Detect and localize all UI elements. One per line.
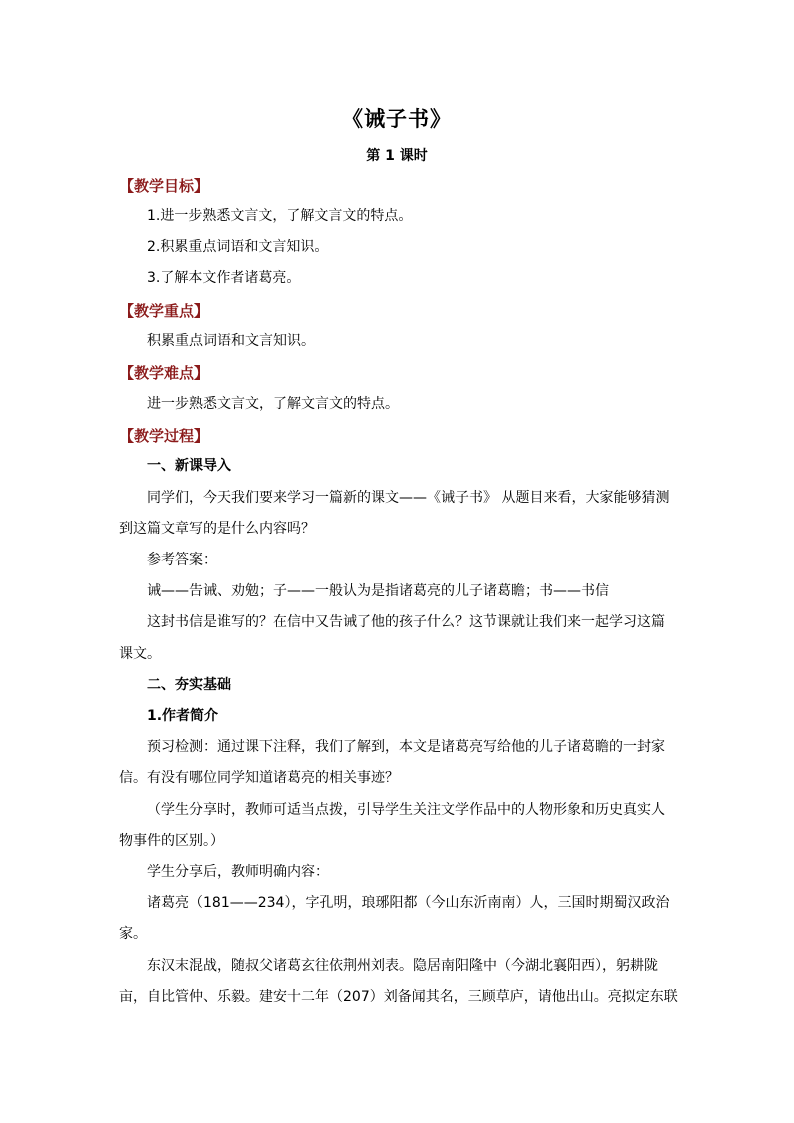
goal-item-3: 3.了解本文作者诸葛亮。 (147, 270, 301, 286)
goal-item-1: 1.进一步熟悉文言文，了解文言文的特点。 (147, 208, 413, 224)
intro-paragraph-line2: 到这篇文章写的是什么内容吗？ (119, 521, 315, 537)
document-title: 《诫子书》 (342, 107, 452, 131)
author-bio-line2: 家。 (119, 926, 147, 942)
question-paragraph-line2: 课文。 (119, 646, 161, 662)
question-paragraph-line1: 这封书信是谁写的？在信中又告诫了他的孩子什么？这节课就让我们来一起学习这篇 (147, 614, 665, 630)
section-head-process: 【教学过程】 (119, 427, 210, 445)
intro-paragraph-line1: 同学们，今天我们要来学习一篇新的课文——《诫子书》 从题目来看，大家能够猜测 (147, 490, 670, 506)
preview-paragraph-line2: 信。有没有哪位同学知道诸葛亮的相关事迹？ (119, 770, 399, 786)
clarify-paragraph: 学生分享后，教师明确内容： (147, 864, 329, 880)
author-bio-line1: 诸葛亮（181——234），字孔明，琅琊阳都（今山东沂南南）人，三国时期蜀汉政治 (147, 895, 670, 911)
goal-item-2: 2.积累重点词语和文言知识。 (147, 239, 329, 255)
teacher-note-line1: （学生分享时，教师可适当点拨，引导学生关注文学作品中的人物形象和历史真实人 (147, 802, 665, 818)
section-head-difficulty: 【教学难点】 (119, 364, 210, 382)
difficulty-point: 进一步熟悉文言文，了解文言文的特点。 (147, 396, 399, 412)
section-head-key: 【教学重点】 (119, 302, 210, 320)
lesson-subtitle: 第 1 课时 (366, 148, 428, 164)
history-paragraph-line1: 东汉末混战，随叔父诸葛玄往依荆州刘表。隐居南阳隆中（今湖北襄阳西），躬耕陇 (147, 958, 658, 974)
history-paragraph-line2: 亩，自比管仲、乐毅。建安十二年（207）刘备闻其名，三顾草庐，请他出山。亮拟定东联 (119, 989, 678, 1005)
part1-heading: 一、新课导入 (147, 458, 231, 474)
teacher-note-line2: 物事件的区别。） (119, 833, 224, 849)
reference-label: 参考答案： (147, 552, 217, 568)
part2-heading: 二、夯实基础 (147, 677, 231, 693)
section-head-goals: 【教学目标】 (119, 177, 210, 195)
reference-answer: 诫——告诫、劝勉；子——一般认为是指诸葛亮的儿子诸葛瞻；书——书信 (147, 583, 609, 599)
author-intro-heading: 1.作者简介 (147, 708, 219, 724)
preview-paragraph-line1: 预习检测：通过课下注释，我们了解到，本文是诸葛亮写给他的儿子诸葛瞻的一封家 (147, 739, 665, 755)
key-point: 积累重点词语和文言知识。 (147, 333, 315, 349)
